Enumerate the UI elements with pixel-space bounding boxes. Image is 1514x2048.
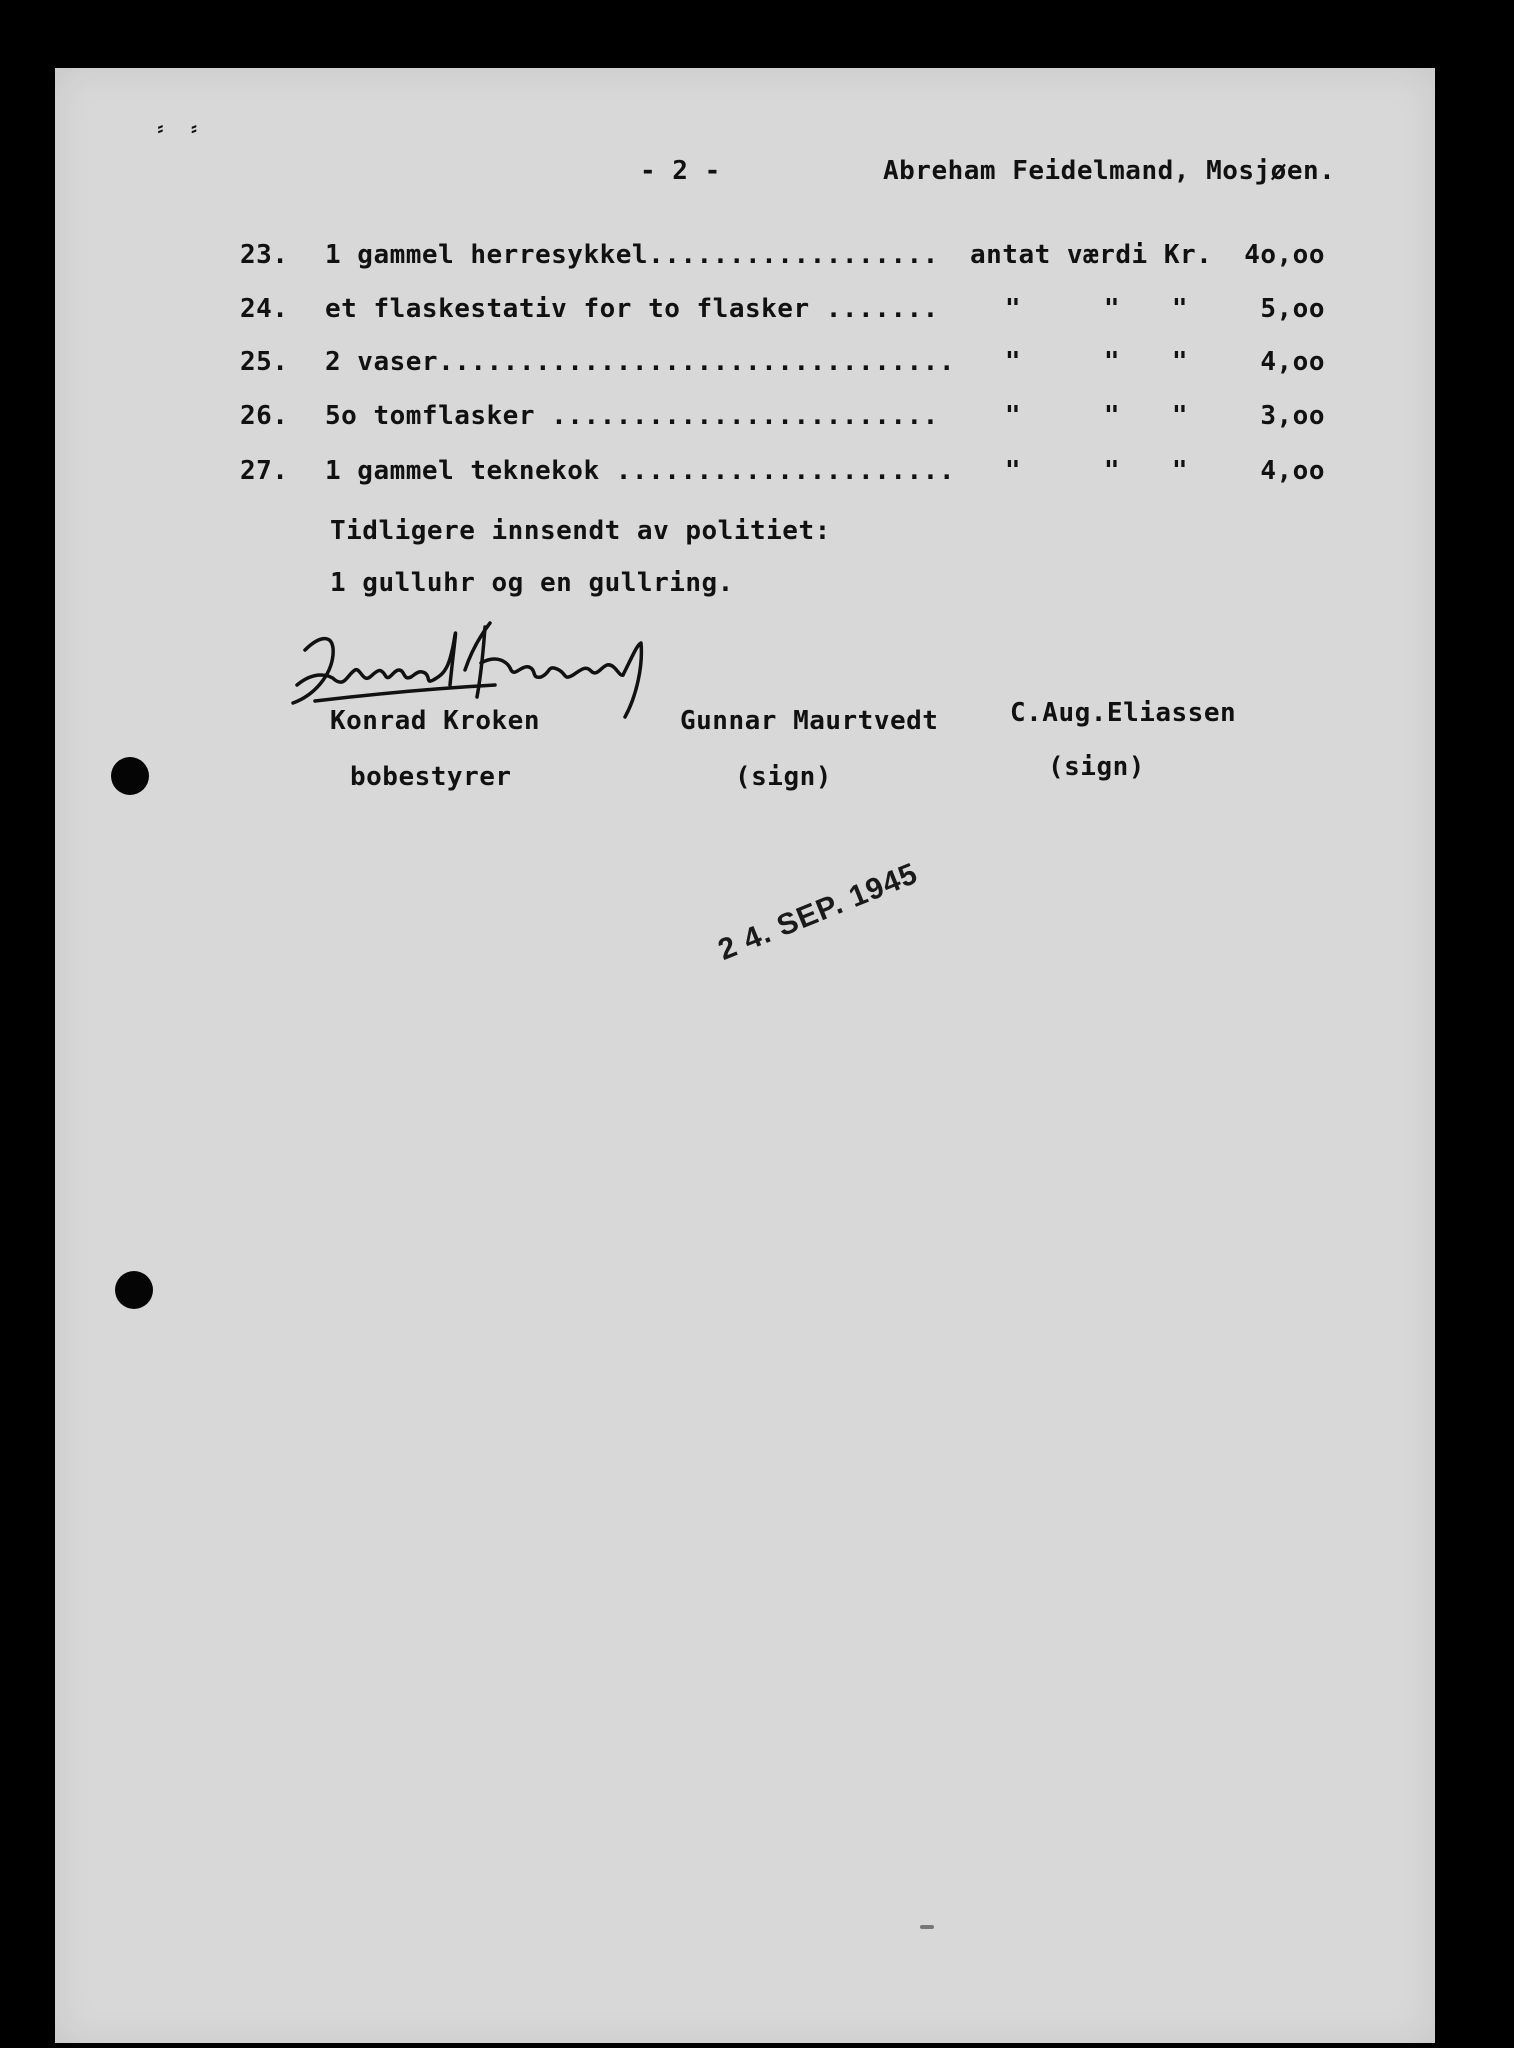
ditto-mark: " (1103, 456, 1121, 486)
paper-speck (920, 1925, 934, 1929)
ditto-mark: " (1171, 456, 1189, 486)
ditto-mark: " (1004, 347, 1022, 377)
note-line: Tidligere innsendt av politiet: (330, 516, 831, 546)
page-number: - 2 - (640, 156, 721, 186)
item-amount: 4,oo (1260, 347, 1325, 377)
item-description: 1 gammel herresykkel.................. (325, 240, 939, 270)
ditto-mark: " (1004, 401, 1022, 431)
corner-marks: ⸗ ⸗ (155, 118, 206, 139)
value-label: antat værdi Kr. (970, 240, 1213, 270)
item-amount: 3,oo (1260, 401, 1325, 431)
item-description: 1 gammel teknekok ..................... (325, 456, 955, 486)
item-amount: 5,oo (1260, 294, 1325, 324)
signatory-title: (sign) (1048, 752, 1145, 782)
item-number: 27. (240, 456, 289, 486)
note-line: 1 gulluhr og en gullring. (330, 568, 734, 598)
ditto-mark: " (1171, 347, 1189, 377)
item-number: 26. (240, 401, 289, 431)
ditto-mark: " (1171, 401, 1189, 431)
document-title: Abreham Feidelmand, Mosjøen. (883, 156, 1336, 186)
signatory-name: Gunnar Maurtvedt (680, 706, 939, 736)
item-description: 5o tomflasker ........................ (325, 401, 939, 431)
ditto-mark: " (1103, 294, 1121, 324)
ditto-mark: " (1004, 456, 1022, 486)
ditto-mark: " (1103, 347, 1121, 377)
punch-hole (115, 1271, 153, 1309)
ditto-mark: " (1103, 401, 1121, 431)
signatory-title: (sign) (735, 762, 832, 792)
item-number: 24. (240, 294, 289, 324)
signatory-title: bobestyrer (350, 762, 512, 792)
punch-hole (111, 757, 149, 795)
ditto-mark: " (1171, 294, 1189, 324)
item-number: 23. (240, 240, 289, 270)
item-description: et flaskestativ for to flasker ....... (325, 294, 939, 324)
item-number: 25. (240, 347, 289, 377)
signatory-name: C.Aug.Eliassen (1010, 698, 1237, 728)
signatory-name: Konrad Kroken (330, 706, 540, 736)
date-stamp: 2 4. SEP. 1945 (713, 856, 923, 967)
item-amount: 4o,oo (1244, 240, 1325, 270)
item-amount: 4,oo (1260, 456, 1325, 486)
ditto-mark: " (1004, 294, 1022, 324)
item-description: 2 vaser................................ (325, 347, 955, 377)
